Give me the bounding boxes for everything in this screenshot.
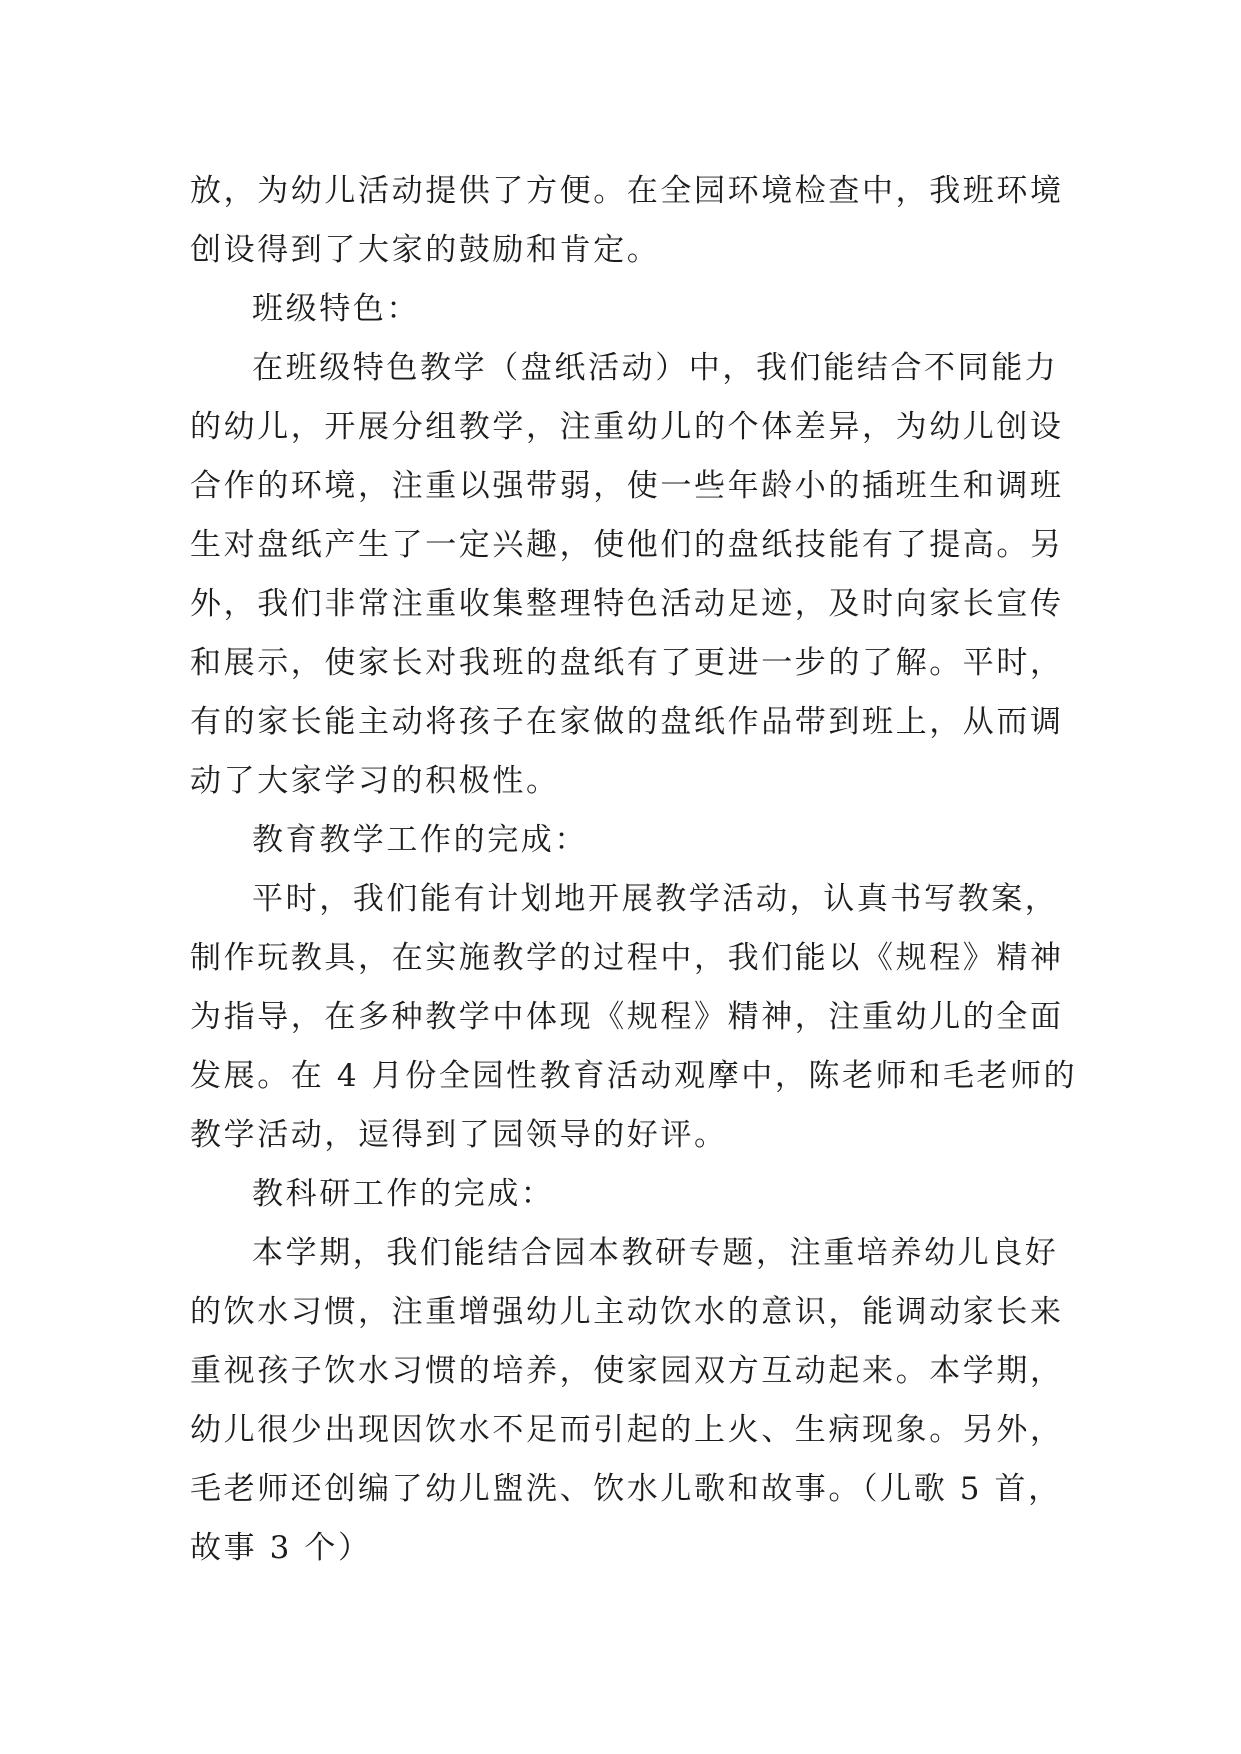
- text-line: 有的家长能主动将孩子在家做的盘纸作品带到班上，从而调: [190, 704, 1064, 740]
- section-heading: 教科研工作的完成：: [252, 1176, 555, 1212]
- text-line: 动了大家学习的积极性。: [190, 763, 560, 799]
- section-heading: 教育教学工作的完成：: [252, 822, 588, 858]
- text-line: 为指导，在多种教学中体现《规程》精神，注重幼儿的全面: [190, 999, 1064, 1035]
- text-line: 合作的环境，注重以强带弱，使一些年龄小的插班生和调班: [190, 468, 1064, 504]
- text-line: 教学活动，逗得到了园领导的好评。: [190, 1117, 728, 1153]
- text-line: 创设得到了大家的鼓励和肯定。: [190, 232, 661, 268]
- text-line: 生对盘纸产生了一定兴趣，使他们的盘纸技能有了提高。另: [190, 527, 1064, 563]
- text-line: 制作玩教具，在实施教学的过程中，我们能以《规程》精神: [190, 940, 1064, 976]
- text-line: 故事 3 个）: [190, 1530, 372, 1566]
- text-line: 平时，我们能有计划地开展教学活动，认真书写教案，: [252, 881, 1059, 917]
- text-line: 毛老师还创编了幼儿盥洗、饮水儿歌和故事。（儿歌 5 首，: [190, 1471, 1062, 1507]
- text-line: 发展。在 4 月份全园性教育活动观摩中，陈老师和毛老师的: [190, 1058, 1078, 1094]
- section-heading: 班级特色：: [252, 291, 420, 327]
- text-line: 在班级特色教学（盘纸活动）中，我们能结合不同能力: [252, 350, 1059, 386]
- text-line: 本学期，我们能结合园本教研专题，注重培养幼儿良好: [252, 1235, 1059, 1271]
- text-line: 外，我们非常注重收集整理特色活动足迹，及时向家长宣传: [190, 586, 1064, 622]
- text-line: 和展示，使家长对我班的盘纸有了更进一步的了解。平时，: [190, 645, 1064, 681]
- text-line: 幼儿很少出现因饮水不足而引起的上火、生病现象。另外，: [190, 1412, 1064, 1448]
- text-line: 的幼儿，开展分组教学，注重幼儿的个体差异，为幼儿创设: [190, 409, 1064, 445]
- body-text: [190, 162, 1078, 1578]
- text-line: 的饮水习惯，注重增强幼儿主动饮水的意识，能调动家长来: [190, 1294, 1064, 1330]
- text-line: 放，为幼儿活动提供了方便。在全园环境检查中，我班环境: [190, 173, 1064, 209]
- text-line: 重视孩子饮水习惯的培养，使家园双方互动起来。本学期，: [190, 1353, 1064, 1389]
